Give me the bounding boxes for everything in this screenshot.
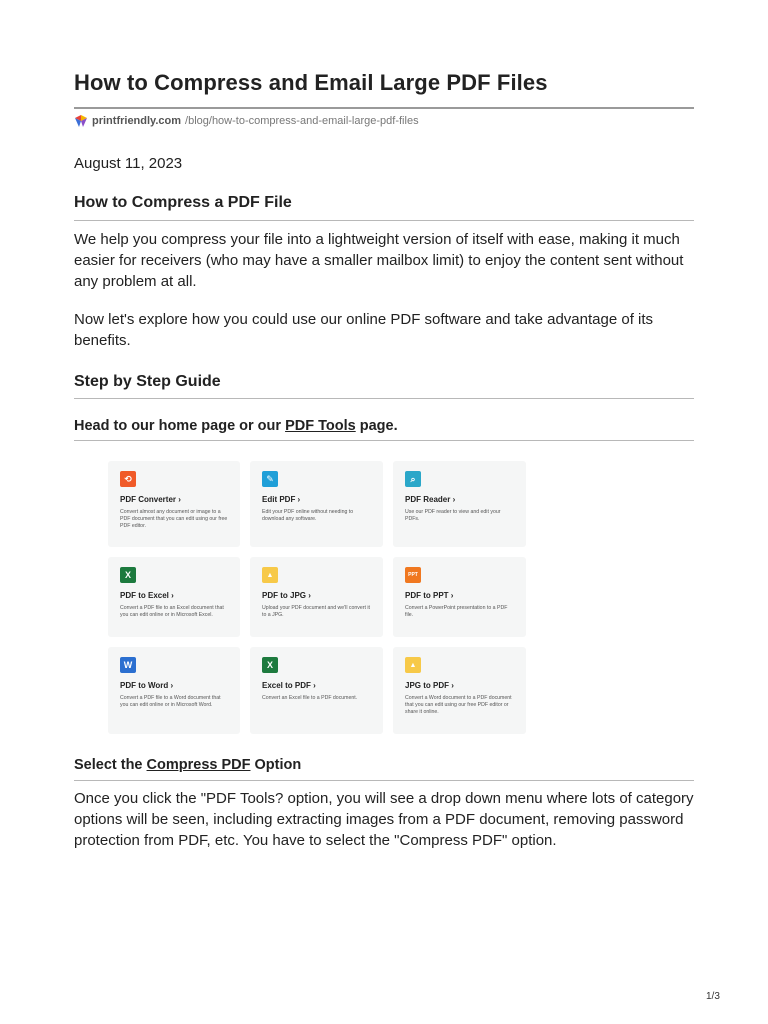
section-divider bbox=[74, 398, 694, 399]
step-2-text: Select the bbox=[74, 757, 147, 773]
tool-card-title: PDF Reader › bbox=[405, 495, 456, 504]
tool-card-title: Edit PDF › bbox=[262, 495, 301, 504]
explore-paragraph: Now let's explore how you could use our online PDF software and take advantage of its benefits. bbox=[74, 311, 654, 349]
title-divider bbox=[74, 107, 694, 109]
step-2-heading bbox=[74, 757, 301, 773]
word-icon: W bbox=[120, 657, 136, 673]
convert-icon: ⟲ bbox=[120, 471, 136, 487]
publish-date: August 11, 2023 bbox=[74, 155, 183, 172]
tool-card-edit-pdf[interactable] bbox=[250, 461, 383, 547]
tool-card-description: Upload your PDF document and we'll convert it to a JPG. bbox=[262, 605, 370, 618]
tool-card-pdf-converter[interactable] bbox=[108, 461, 240, 547]
tool-card-pdf-to-word[interactable] bbox=[108, 647, 240, 734]
intro-paragraph: We help you compress your file into a lightweight version of itself with ease, making it much easier for receivers (who may have a smaller mailbox limit) to enjoy the content sent without any problem at all. bbox=[74, 231, 684, 290]
step-divider bbox=[74, 780, 694, 781]
tool-card-jpg-to-pdf[interactable] bbox=[393, 647, 526, 734]
step-1-text: Head to our home page or our bbox=[74, 418, 286, 434]
powerpoint-icon: PPT bbox=[405, 567, 421, 583]
image-icon: ▲ bbox=[262, 567, 278, 583]
tool-card-description: Convert an Excel file to a PDF document. bbox=[262, 695, 358, 701]
tool-card-excel-to-pdf[interactable] bbox=[250, 647, 383, 734]
section-divider bbox=[74, 220, 694, 221]
source-path[interactable]: /blog/how-to-compress-and-email-large-pdf-files bbox=[185, 115, 419, 127]
step-divider bbox=[74, 440, 694, 441]
dropdown-paragraph: Once you click the "PDF Tools? option, you will see a drop down menu where lots of category options will be seen, including extracting images from a PDF document, removing password protection from PDF, etc. You have to select the "Compress PDF" option. bbox=[74, 790, 694, 849]
step-2-text-end: Option bbox=[250, 757, 302, 773]
pencil-icon: ✎ bbox=[262, 471, 278, 487]
tool-card-description: Convert a PDF file to a Word document that you can edit online or in Microsoft Word. bbox=[120, 695, 221, 708]
step-1-text-end: page. bbox=[355, 418, 398, 434]
pdf-tools-grid bbox=[108, 461, 526, 734]
tool-card-title: PDF to Word › bbox=[120, 681, 174, 690]
page-title: How to Compress and Email Large PDF Files bbox=[74, 70, 548, 95]
tool-card-title: PDF to PPT › bbox=[405, 591, 454, 600]
tool-card-description: Edit your PDF online without needing to download any software. bbox=[262, 509, 354, 522]
tool-card-title: Excel to PDF › bbox=[262, 681, 316, 690]
source-url[interactable] bbox=[74, 114, 419, 128]
tool-card-pdf-to-ppt[interactable] bbox=[393, 557, 526, 637]
tool-card-pdf-to-jpg[interactable] bbox=[250, 557, 383, 637]
tool-card-pdf-to-excel[interactable] bbox=[108, 557, 240, 637]
pdf-tools-link[interactable]: PDF Tools bbox=[285, 418, 356, 434]
page-number: 1/3 bbox=[706, 991, 720, 1002]
step-1-heading bbox=[74, 418, 398, 434]
image-icon: ▲ bbox=[405, 657, 421, 673]
excel-icon: X bbox=[120, 567, 136, 583]
source-domain[interactable]: printfriendly.com bbox=[92, 115, 182, 127]
tool-card-title: JPG to PDF › bbox=[405, 681, 454, 690]
excel-icon: X bbox=[262, 657, 278, 673]
compress-pdf-link[interactable]: Compress PDF bbox=[146, 757, 251, 773]
tool-card-title: PDF to Excel › bbox=[120, 591, 174, 600]
tool-card-description: Convert almost any document or image to a PDF document that you can edit using our free PDF editor. bbox=[120, 509, 228, 529]
tool-card-description: Use our PDF reader to view and edit your PDFs. bbox=[405, 509, 501, 522]
section-heading-compress: How to Compress a PDF File bbox=[74, 194, 292, 211]
magnifier-icon: ⌕ bbox=[405, 471, 421, 487]
tool-card-title: PDF Converter › bbox=[120, 495, 181, 504]
printfriendly-logo-icon bbox=[74, 114, 88, 128]
tool-card-title: PDF to JPG › bbox=[262, 591, 311, 600]
tool-card-description: Convert a PDF file to an Excel document that you can edit online or in Microsoft Excel. bbox=[120, 605, 224, 618]
section-heading-guide: Step by Step Guide bbox=[74, 373, 221, 390]
tool-card-description: Convert a PowerPoint presentation to a PDF file. bbox=[405, 605, 508, 618]
tool-card-description: Convert a Word document to a PDF document that you can edit using our free PDF editor or share it online. bbox=[405, 695, 512, 715]
tool-card-pdf-reader[interactable] bbox=[393, 461, 526, 547]
